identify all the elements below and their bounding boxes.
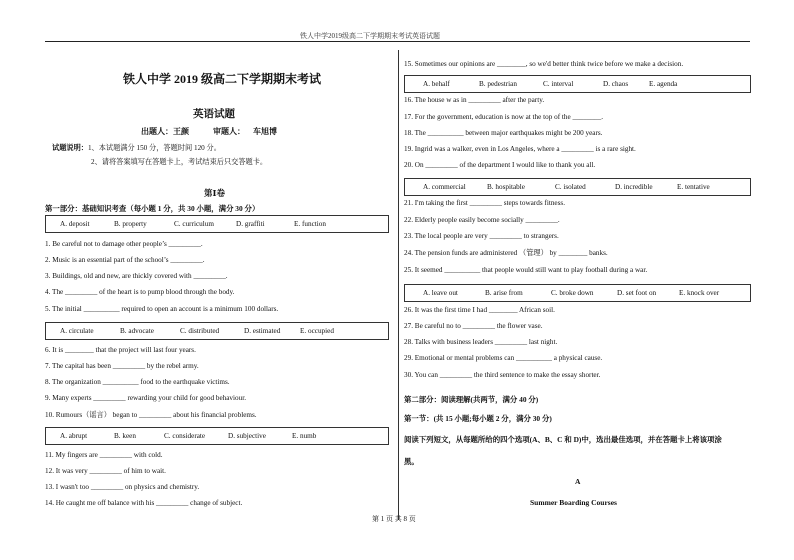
question-line: 17. For the government, education is now at the top of the ________. xyxy=(404,113,604,121)
word-bank-3-option: A. abrupt xyxy=(60,432,88,440)
section1-title: 第一节：(共 15 小题;每小题 2 分，满分 30 分) xyxy=(404,414,552,423)
question-line: 1. Be careful not to damage other people’s _________. xyxy=(45,240,203,248)
word-bank-2-option: B. advocate xyxy=(120,327,154,335)
question-line: 2. Music is an essential part of the school’s _________. xyxy=(45,256,205,264)
word-bank-5-option: A. commercial xyxy=(423,183,466,191)
word-bank-2-option: D. estimated xyxy=(244,327,281,335)
word-bank-3 xyxy=(45,427,389,445)
passage-letter: A xyxy=(575,477,581,486)
part1-title: 第一部分：基础知识考查（每小题 1 分，共 30 小题，满分 30 分） xyxy=(45,204,260,213)
word-bank-1-option: D. graffiti xyxy=(236,220,265,228)
word-bank-5-option: B. hospitable xyxy=(487,183,525,191)
question-line: 23. The local people are very _________ to strangers. xyxy=(404,232,559,240)
question-line: 21. I'm taking the first _________ steps towards fitness. xyxy=(404,199,565,207)
exam-notes xyxy=(52,143,221,153)
instruction-line-2: 黑。 xyxy=(404,457,419,466)
question-line: 29. Emotional or mental problems can __________ a physical cause. xyxy=(404,354,603,362)
question-line: 9. Many experts _________ rewarding your child for good behaviour. xyxy=(45,394,247,402)
word-bank-1-option: B. property xyxy=(114,220,147,228)
question-line: 26. It was the first time I had ________ African soil. xyxy=(404,306,555,314)
word-bank-4-option: E. agenda xyxy=(649,80,678,88)
word-bank-1-option: E. function xyxy=(294,220,326,228)
question-line: 19. Ingrid was a walker, even in Los Angeles, where a _________ is a rare sight. xyxy=(404,145,636,153)
note-1: 1、本试题满分 150 分，答题时间 120 分。 xyxy=(87,144,221,152)
word-bank-5-option: E. tentative xyxy=(677,183,710,191)
word-bank-6-option: B. arise from xyxy=(485,289,523,297)
running-header: 铁人中学2019级高二下学期期末考试英语试题 xyxy=(300,32,440,40)
question-line: 10. Rumours（谣言） began to _________ about his financial problems. xyxy=(45,411,257,419)
question-line: 15. Sometimes our opinions are ________, so we'd better think twice before we make a decision. xyxy=(404,60,684,68)
word-bank-4-option: B. pedestrian xyxy=(479,80,517,88)
question-line: 3. Buildings, old and new, are thickly covered with _________. xyxy=(45,272,228,280)
word-bank-6 xyxy=(404,284,751,302)
word-bank-4-option: A. behalf xyxy=(423,80,450,88)
question-line: 8. The organization __________ food to the earthquake victims. xyxy=(45,378,230,386)
reviewer-label: 审题人： xyxy=(213,127,245,136)
word-bank-6-option: A. leave out xyxy=(423,289,458,297)
word-bank-6-option: E. knock over xyxy=(679,289,720,297)
volume-heading: 第Ⅰ卷 xyxy=(204,188,225,198)
question-line: 6. It is ________ that the project will last four years. xyxy=(45,346,196,354)
reviewer-name: 车旭博 xyxy=(253,127,277,136)
word-bank-3-option: B. keen xyxy=(114,432,136,440)
passage-title: Summer Boarding Courses xyxy=(530,498,617,507)
question-line: 7. The capital has been _________ by the rebel army. xyxy=(45,362,199,370)
question-line: 16. The house w as in _________ after the party. xyxy=(404,96,545,104)
word-bank-6-option: C. broke down xyxy=(551,289,594,297)
exam-title: 铁人中学 2019 级高二下学期期末考试 xyxy=(123,72,322,86)
instruction-line-1: 阅读下列短文，从每题所给的四个选项(A、B、C 和 D)中，选出最佳选项，并在答题卡上将该项涂 xyxy=(404,435,722,444)
word-bank-2-option: A. circulate xyxy=(60,327,94,335)
word-bank-2-option: E. occupied xyxy=(300,327,334,335)
question-line: 13. I wasn't too _________ on physics and chemistry. xyxy=(45,483,200,491)
question-line: 4. The _________ of the heart is to pump blood through the body. xyxy=(45,288,235,296)
question-line: 12. It was very _________ of him to wait. xyxy=(45,467,166,475)
word-bank-1-option: A. deposit xyxy=(60,220,90,228)
word-bank-2-option: C. distributed xyxy=(180,327,220,335)
question-line: 28. Talks with business leaders _________ last night. xyxy=(404,338,558,346)
word-bank-3-option: E. numb xyxy=(292,432,317,440)
header-rule xyxy=(45,41,750,42)
setter-name: 王颜 xyxy=(173,127,189,136)
word-bank-1-option: C. curriculum xyxy=(174,220,214,228)
question-line: 30. You can _________ the third sentence to make the essay shorter. xyxy=(404,371,601,379)
word-bank-5-option: D. incredible xyxy=(615,183,653,191)
note-2: 2、请将答案填写在答题卡上，考试结束后只交答题卡。 xyxy=(91,158,268,166)
question-line: 22. Elderly people easily become socially _________. xyxy=(404,216,560,224)
word-bank-5-option: C. isolated xyxy=(555,183,586,191)
word-bank-4-option: C. interval xyxy=(543,80,574,88)
notes-label: 试题说明： xyxy=(52,144,88,152)
column-divider xyxy=(398,50,399,520)
question-line: 27. Be careful no to _________ the flower vase. xyxy=(404,322,543,330)
part2-title: 第二部分：阅读理解(共两节，满分 40 分) xyxy=(404,395,539,404)
question-line: 24. The pension funds are administered （管理） by ________ banks. xyxy=(404,249,608,257)
exam-staff xyxy=(141,126,277,137)
question-line: 25. It seemed __________ that people would still want to play football during a war. xyxy=(404,266,648,274)
word-bank-1 xyxy=(45,215,389,233)
word-bank-3-option: C. considerate xyxy=(164,432,206,440)
word-bank-6-option: D. set foot on xyxy=(617,289,657,297)
word-bank-4-option: D. chaos xyxy=(603,80,629,88)
page-footer: 第 1 页 共 8 页 xyxy=(372,515,416,523)
setter-label: 出题人： xyxy=(141,127,173,136)
word-bank-5 xyxy=(404,178,751,196)
word-bank-2 xyxy=(45,322,389,340)
exam-subject: 英语试题 xyxy=(193,109,235,120)
question-line: 11. My fingers are _________ with cold. xyxy=(45,451,163,459)
question-line: 14. He caught me off balance with his _________ change of subject. xyxy=(45,499,243,507)
word-bank-4 xyxy=(404,75,751,93)
question-line: 5. The initial __________ required to open an account is a minimum 100 dollars. xyxy=(45,305,279,313)
word-bank-3-option: D. subjective xyxy=(228,432,266,440)
question-line: 18. The __________ between major earthquakes might be 200 years. xyxy=(404,129,603,137)
question-line: 20. On _________ of the department I would like to thank you all. xyxy=(404,161,596,169)
